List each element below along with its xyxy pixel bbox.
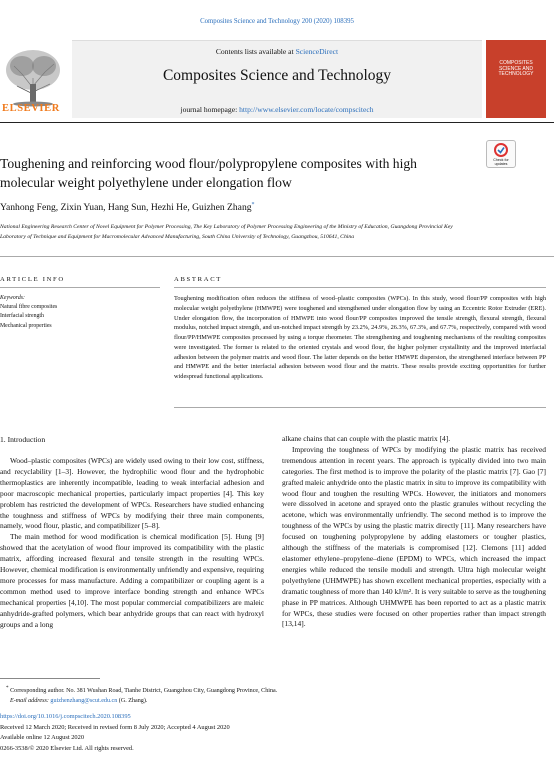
corresponding-author-mark[interactable]: *: [251, 202, 255, 208]
journal-cover-title: COMPOSITES SCIENCE AND TECHNOLOGY: [498, 60, 534, 77]
check-updates-label: Check for updates: [493, 158, 509, 166]
journal-cover-image: [486, 40, 546, 118]
keywords-block: [0, 294, 57, 331]
author-list: Yanhong Feng, Zixin Yuan, Hang Sun, Hezhi He, Guizhen Zhang*: [0, 202, 255, 214]
email-link[interactable]: guizhenzhang@scut.edu.cn: [50, 697, 118, 704]
author-affiliation: National Engineering Research Center of Novel Equipment for Polymer Processing, The Key Laboratory of Polymer Processing Engineering of the Ministry of Education, Guangdong Provincial Key Laboratory of Technique and Equipment for Macromolecular Advanced Manufacturing, South China University of Technology, Guangzhou, 510641, China: [0, 224, 453, 240]
email-label: E-mail address:: [10, 697, 51, 704]
intro-paragraph: Wood–plastic composites (WPCs) are widely used owing to their low cost, stiffness, and recyclability [1–3]. However, the hydrophilic wood flour and the hydrophobic thermoplastics are inherently incompatible, leading to weak interfacial adhesion and poor macroscopic mechanical properties, particularly impact properties [4]. This key problem has restricted the development of WPCs. Researchers have studied enhancing the toughness and stiffness of WPCs by modifying their three main components, namely, wood flour, plastic, and compatibilizer [5–8].: [0, 456, 264, 531]
journal-reference-link[interactable]: Composites Science and Technology 200 (2020) 108395: [200, 18, 354, 25]
homepage-link[interactable]: http://www.elsevier.com/locate/compscitech: [239, 105, 374, 114]
article-title: Toughening and reinforcing wood flour/polypropylene composites with high molecular weight polyethylene under elongation flow: [0, 156, 417, 190]
doi-link[interactable]: https://doi.org/10.1016/j.compscitech.2020.108395: [0, 713, 131, 720]
right-column-body: [282, 434, 546, 630]
keyword-item: Mechanical properties: [0, 322, 52, 329]
keywords-label: Keywords:: [0, 295, 25, 301]
article-history: [0, 712, 230, 754]
footnote-divider: [0, 678, 100, 679]
journal-homepage: journal homepage: http://www.elsevier.com/locate/compscitech: [180, 105, 374, 114]
footnote-text: Corresponding author. No. 381 Wushan Road, Tianhe District, Guangzhou City, Guangdong Province, China.: [10, 688, 278, 695]
affiliation-divider: [0, 256, 554, 257]
intro-paragraph: alkane chains that can couple with the plastic matrix [4].: [282, 434, 451, 443]
abstract-heading: ABSTRACT: [174, 276, 223, 283]
abstract-text: Toughening modification often reduces the stiffness of wood–plastic composites (WPCs). In this study, wood flour/PP composites with high molecular weight polyethylene (HMWPE) were toughened and strengthened under elongation flow by using an Eccentric Rotor Extruder (ERE). Under elongation flow, the incorporation of HMWPE into wood flour/PP composites improved the tensile strength, flexural strength, flexural modulus, notched impact strength, and un-notched impact strength by 23.2%, 24.9%, 26.3%, 67.3%, and 67.7%, respectively, compared with wood flour/PP/HMWPE composites processed by using a torque rheometer. The strengthening and toughening mechanisms of the resulting composites were investigated. The former is related to the oriented crystals and wood flour, the higher polymer crystallinity and the improved interfacial adhesion between the polymer matrix and wood flour. The latter depends on the better HMWPE dispersion, the strengthened interface between PP and HMWPE and the better interfacial adhesion between wood flour and the matrix. These results provide exciting opportunities for further widespread functional applications.: [174, 295, 546, 380]
check-for-updates-badge[interactable]: [486, 140, 516, 168]
journal-title: Composites Science and Technology: [162, 67, 392, 84]
section-heading-introduction: 1. Introduction: [0, 435, 46, 444]
corresponding-author-footnote: [0, 684, 277, 706]
contents-line: Contents lists available at ScienceDirect: [215, 47, 339, 56]
header-divider: [0, 122, 554, 123]
received-dates: Received 12 March 2020; Received in revised form 8 July 2020; Accepted 4 August 2020: [0, 723, 230, 731]
intro-paragraph: The main method for wood modification is chemical modification [5]. Hung [9] showed that the acetylation of wood flour improved its compatibility with the plastic matrix, affording increased flexural and tensile strength in the resulting WPCs. However, chemical modification is environmentally unfriendly and expensive, requiring more processes for mass manufacture. Adding a compatibilizer or coupling agent is a common method used to improve interface bonding strength and enhance WPCs mechanical properties [4,10]. The most popular commercial compatibilizers are maleic anhydride-grafted polymers, which bear anhydride groups that can react with hydroxyl groups and a long: [0, 532, 264, 629]
available-online: Available online 12 August 2020: [0, 734, 85, 741]
copyright-notice: 0266-3538/© 2020 Elsevier Ltd. All rights reserved.: [0, 744, 134, 752]
footnote-mark: *: [6, 685, 9, 691]
publisher-logo-text: ELSEVIER: [2, 103, 60, 114]
check-updates-icon: [487, 142, 515, 158]
email-suffix: (G. Zhang).: [117, 697, 148, 704]
keyword-item: Interfacial strength: [0, 313, 44, 320]
left-column-body: [0, 456, 264, 631]
article-info-heading: ARTICLE INFO: [0, 276, 65, 283]
keyword-item: Natural fibre composites: [0, 304, 58, 311]
article-info-rule: [0, 287, 160, 288]
abstract-bottom-rule: [174, 407, 546, 408]
intro-paragraph: Improving the toughness of WPCs by modifying the plastic matrix has received tremendous attention in recent years. The approach is typically divided into two main categories. The first method is to improve the polarity of the plastic matrix [7]. Gao [7] grafted maleic anhydride onto the plastic matrix in situ to improve its compatibility with wood flour and toughen the resulting WPCs. However, the initiators and monomers were dissolved in acetone and sprayed onto the plastic granules without recycling the acetone, which was environmentally unfriendly. The second method is to improve the toughness of the WPCs by using the plastic matrix directly [11]. Many researchers have focused on toughening polypropylene by adding elastomers or tougher plastics, although the stiffness of the materials is compromised [12]. Clemons [11] added elastomer ethylene–propylene–diene (EPDM) to WPCs, which increased the impact energies while reduced the tensile moduli and strength. Ultra high molecular weight polyethylene (UHMWPE) has shown excellent mechanical properties, especially with a dramatic toughness of more than 140 kJ/m². It is very suitable to serve as the toughening phase in PP matrices. Although UHMWPE has been reported to act as a plastic matrix for WPCs, these studies were focused on other properties rather than impact strength [13,14].: [282, 444, 546, 629]
sciencedirect-link[interactable]: ScienceDirect: [295, 47, 339, 56]
abstract-rule: [174, 287, 546, 288]
